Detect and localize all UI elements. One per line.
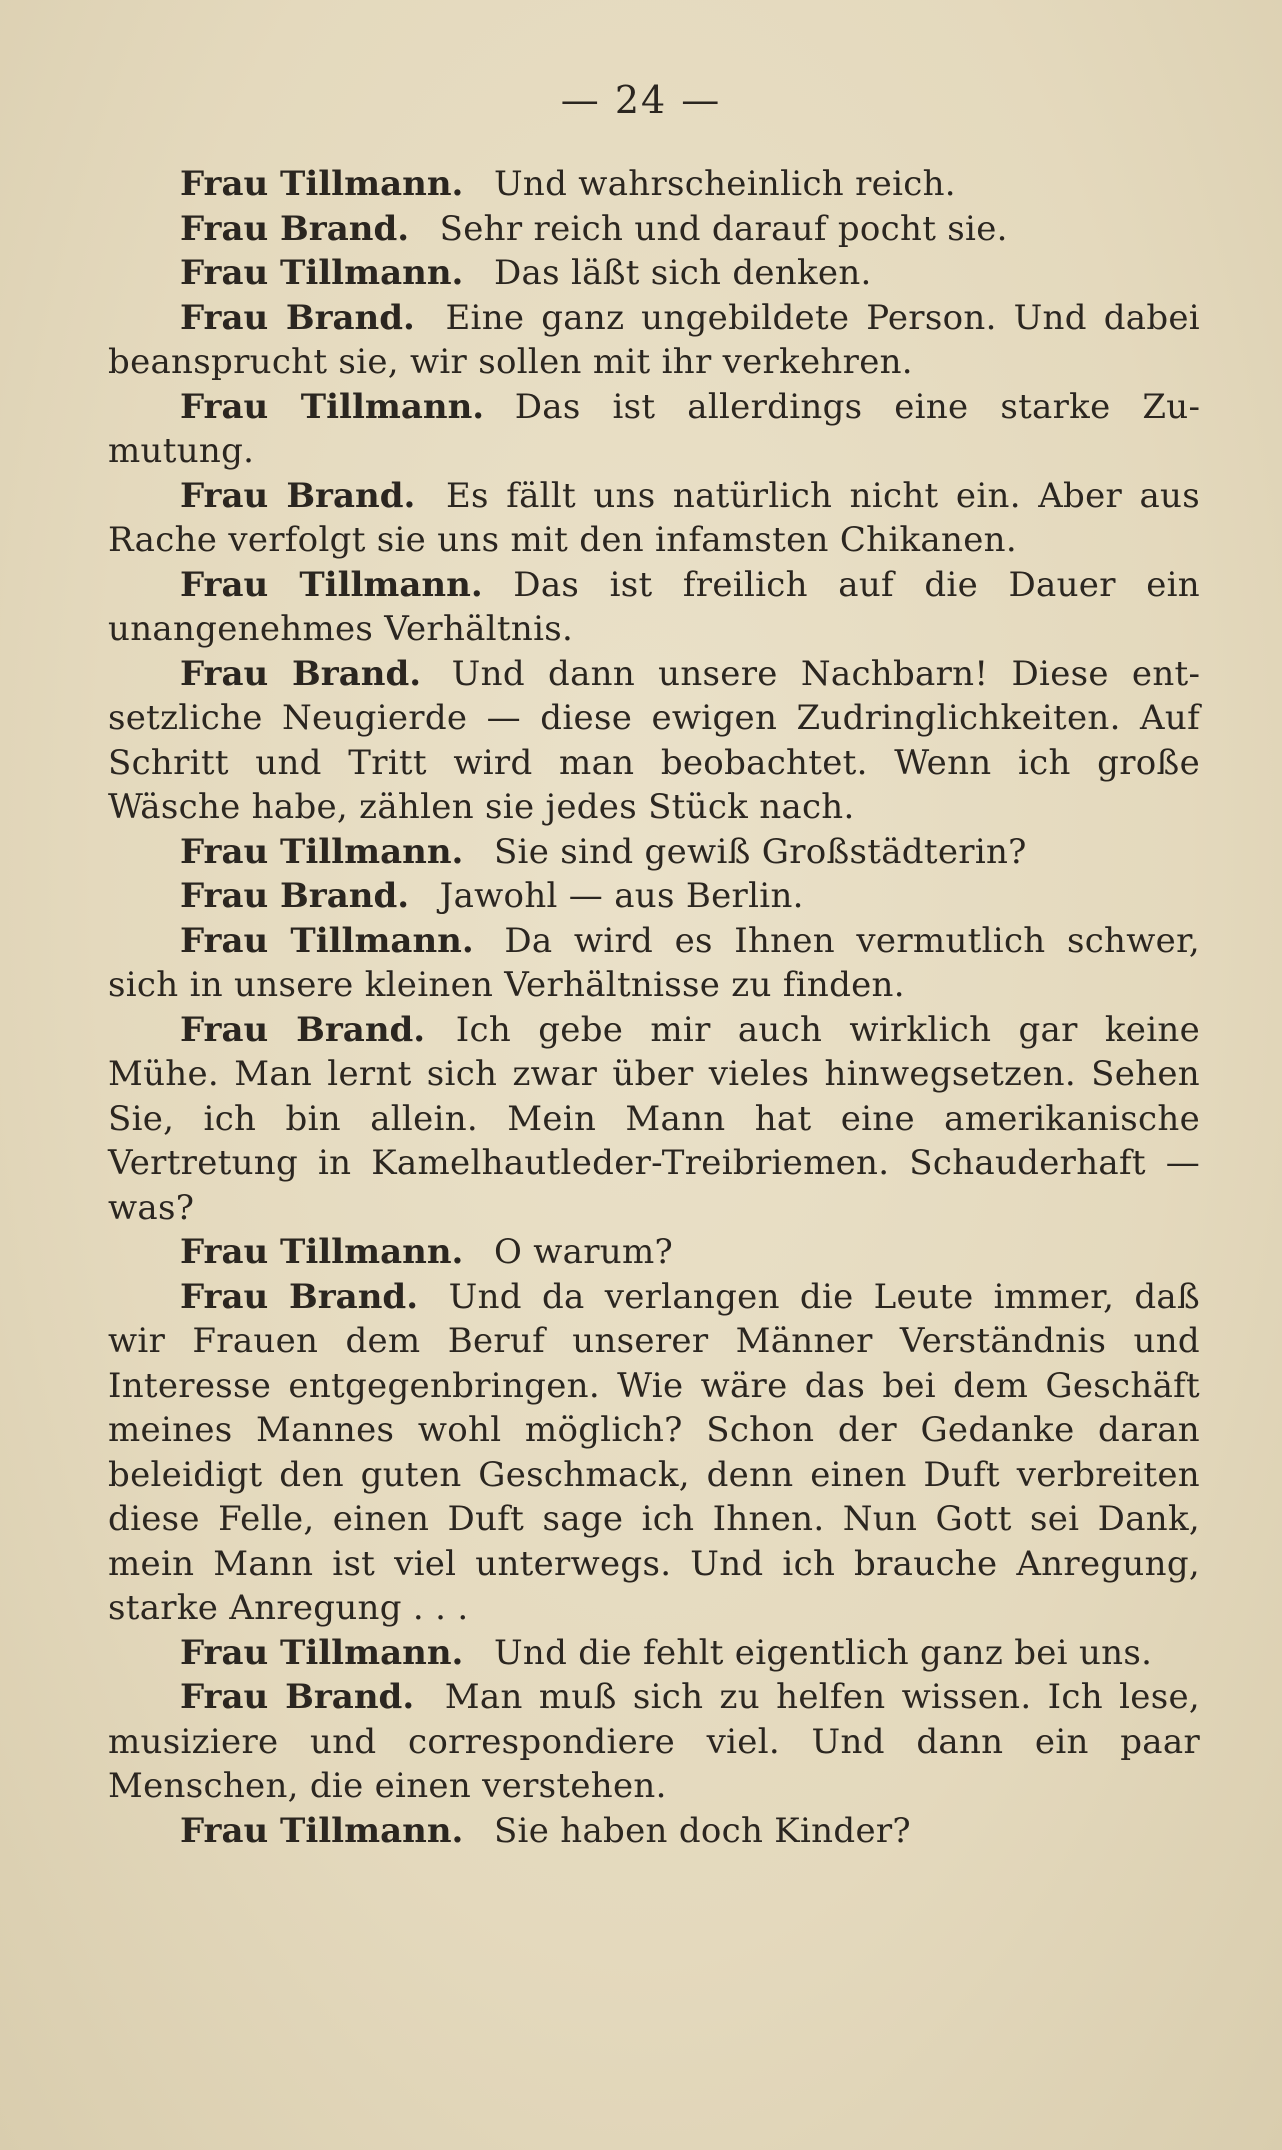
dialogue-turn bbox=[108, 652, 1200, 830]
page-number: — 24 — bbox=[560, 78, 722, 122]
speaker-name: Frau Brand. bbox=[180, 876, 410, 916]
speaker-name: Frau Brand. bbox=[180, 1009, 426, 1050]
speech-text: Sie haben doch Kinder? bbox=[493, 1810, 911, 1851]
speaker-name: Frau Brand. bbox=[180, 1276, 419, 1317]
dialogue-turn bbox=[108, 1275, 1200, 1631]
speaker-name: Frau Tillmann. bbox=[180, 253, 464, 293]
dialogue-turn bbox=[108, 474, 1200, 563]
dialogue-turn bbox=[108, 385, 1200, 474]
speaker-name: Frau Tillmann. bbox=[180, 1810, 464, 1851]
speaker-name: Frau Tillmann. bbox=[180, 564, 483, 605]
speaker-name: Frau Tillmann. bbox=[180, 164, 464, 204]
speech-text: Das läßt sich denken. bbox=[493, 253, 872, 293]
speaker-name: Frau Tillmann. bbox=[180, 831, 464, 872]
dialogue-turn bbox=[108, 1631, 1200, 1676]
speech-text: O warum? bbox=[493, 1232, 674, 1272]
dialogue-text bbox=[108, 162, 1200, 1853]
speech-text: Sehr reich und darauf pocht sie. bbox=[439, 208, 1008, 249]
speech-text: Ich gebe mir auch wirklich gar keine Mühe. Man lernt sich zwar über vieles hinwegsetzen. Sehen Sie, ich bin allein. Mein Mann hat eine amerikanische Vertretung in Kamelhautleder-Treibriemen. Schauderhaft — was? bbox=[108, 1009, 1200, 1228]
dialogue-turn bbox=[108, 1809, 1200, 1854]
speaker-name: Frau Brand. bbox=[180, 475, 416, 516]
speaker-name: Frau Brand. bbox=[180, 653, 422, 694]
speech-text: Und wahrscheinlich reich. bbox=[493, 164, 956, 204]
speech-text: Und da verlangen die Leute immer, daß wir Frauen dem Beruf unserer Männer Verständnis und Interesse entgegenbringen. Wie wäre das bei dem Geschäft meines Mannes wohl möglich? Schon der Gedanke daran beleidigt den guten Geschmack, denn einen Duft verbreiten diese Felle, einen Duft sage ich Ihnen. Nun Gott sei Dank, mein Mann ist viel unterwegs. Und ich brauche Anregung, starke Anregung . . . bbox=[108, 1276, 1200, 1628]
speaker-name: Frau Brand. bbox=[180, 297, 415, 338]
speech-text: Und die fehlt eigentlich ganz bei uns. bbox=[493, 1632, 1153, 1673]
dialogue-turn bbox=[108, 563, 1200, 652]
speech-text: Jawohl — aus Berlin. bbox=[439, 876, 804, 916]
dialogue-turn bbox=[108, 1675, 1200, 1809]
speech-text: Das ist freilich auf die Dauer ein unangenehmes Verhältnis. bbox=[108, 564, 1200, 649]
speech-text: Es fällt uns natürlich nicht ein. Aber aus Rache verfolgt sie uns mit den infamsten Chikanen. bbox=[108, 475, 1200, 560]
dialogue-turn bbox=[108, 296, 1200, 385]
dialogue-turn bbox=[108, 1008, 1200, 1231]
speaker-name: Frau Brand. bbox=[180, 208, 410, 249]
dialogue-turn bbox=[108, 874, 1200, 919]
speech-text: Das ist allerdings eine starke Zumutung. bbox=[108, 386, 1200, 471]
dialogue-turn bbox=[108, 919, 1200, 1008]
speech-text: Und dann unsere Nachbarn! Diese entsetzliche Neugierde — diese ewigen Zudringlichkeiten. Auf Schritt und Tritt wird man beobachtet. Wenn ich große Wäsche habe, zählen sie jedes Stück nach. bbox=[108, 653, 1200, 827]
dialogue-turn bbox=[108, 830, 1200, 875]
speaker-name: Frau Tillmann. bbox=[180, 920, 474, 961]
speech-text: Eine ganz ungebildete Person. Und dabei beansprucht sie, wir sollen mit ihr verkehren. bbox=[108, 297, 1200, 382]
speaker-name: Frau Tillmann. bbox=[180, 1632, 464, 1673]
speech-text: Man muß sich zu helfen wissen. Ich lese, musiziere und correspondiere viel. Und dann ein paar Menschen, die einen verstehen. bbox=[108, 1677, 1200, 1806]
dialogue-turn bbox=[108, 162, 1200, 207]
speech-text: Da wird es Ihnen vermutlich schwer, sich in unsere kleinen Verhältnisse zu finden. bbox=[108, 920, 1200, 1005]
speech-text: Sie sind gewiß Großstädterin? bbox=[493, 831, 1027, 872]
speaker-name: Frau Tillmann. bbox=[180, 386, 485, 427]
dialogue-turn bbox=[108, 251, 1200, 296]
speaker-name: Frau Brand. bbox=[180, 1677, 415, 1717]
speaker-name: Frau Tillmann. bbox=[180, 1232, 464, 1272]
dialogue-turn bbox=[108, 207, 1200, 252]
dialogue-turn bbox=[108, 1230, 1200, 1275]
